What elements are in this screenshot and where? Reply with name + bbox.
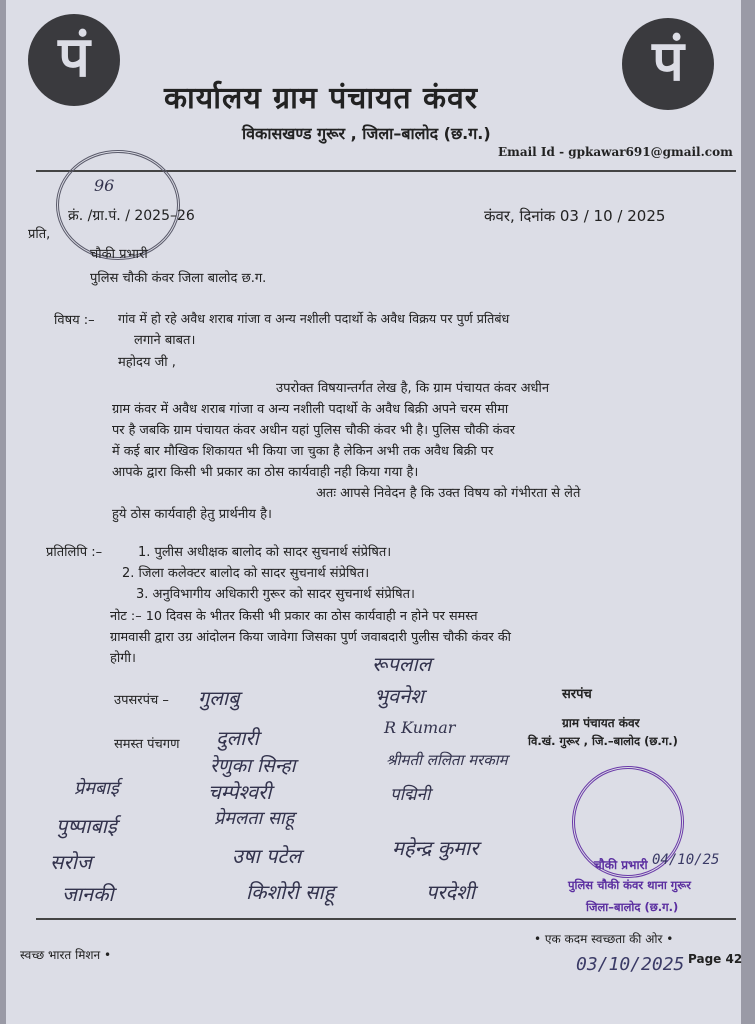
- body-line: अतः आपसे निवेदन है कि उक्त विषय को गंभीरता से लेते: [316, 486, 581, 501]
- logo-letter: पं: [652, 29, 684, 94]
- signature: R Kumar: [384, 718, 456, 737]
- footer-date-hand: 03/10/2025: [576, 954, 685, 975]
- upsarpanch-label: उपसरपंच –: [114, 693, 169, 708]
- police-stamp-title: चौकी प्रभारी: [594, 858, 648, 872]
- recipient-line2: पुलिस चौकी कंवर जिला बालोद छ.ग.: [90, 271, 267, 286]
- signature: रूपलाल: [372, 652, 432, 676]
- body-line: हुये ठोस कार्यवाही हेतु प्रार्थनीय है।: [112, 507, 272, 522]
- sarpanch-place: वि.खं. गुरूर , जि.–बालोद (छ.ग.): [528, 734, 678, 748]
- salutation: महोदय जी ,: [118, 355, 176, 370]
- signature: महेन्द्र कुमार: [392, 836, 479, 860]
- body-line: ग्राम कंवर में अवैध शराब गांजा व अन्य नशीली पदार्थो के अवैध बिक्री अपने चरम सीमा: [112, 402, 509, 417]
- prati-label: प्रति,: [28, 227, 51, 242]
- subject-label: विषय :–: [54, 313, 95, 328]
- copies-label: प्रतिलिपि :–: [46, 545, 103, 560]
- body-line: पर है जबकि ग्राम पंचायत कंवर अधीन यहां पुलिस चौकी कंवर भी है। पुलिस चौकी कंवर: [112, 423, 515, 438]
- note-line1: नोट :– 10 दिवस के भीतर किसी भी प्रकार का ठोस कार्यवाही न होने पर समस्त: [110, 609, 478, 624]
- received-date-hand: 04/10/25: [652, 852, 720, 868]
- sarpanch-label: सरपंच: [562, 687, 592, 702]
- ref-number: क्रं. /ग्रा.पं. / 2025–26: [68, 208, 195, 224]
- body-line: आपके द्वारा किसी भी प्रकार का ठोस कार्यवाही नही किया गया है।: [112, 465, 419, 480]
- signature: चम्पेश्वरी: [208, 780, 272, 804]
- copy-item: 3. अनुविभागीय अधिकारी गुरूर को सादर सुचनार्थ संप्रेषित।: [136, 587, 415, 602]
- signature: पद्मिनी: [390, 785, 431, 805]
- inward-number-hand: 96: [94, 176, 115, 195]
- body-line: में कई बार मौखिक शिकायत भी किया जा चुका है लेकिन अभी तक अवैध बिक्री पर: [112, 444, 494, 459]
- footer-right: • एक कदम स्वच्छता की ओर •: [534, 932, 674, 946]
- signature: उषा पटेल: [232, 844, 302, 868]
- signature: परदेशी: [426, 880, 475, 904]
- police-stamp-line2: जिला–बालोद (छ.ग.): [586, 900, 679, 914]
- police-stamp-line1: पुलिस चौकी कंवर थाना गुरूर: [568, 878, 691, 892]
- panchayat-logo-left: [28, 14, 120, 106]
- body-line: उपरोक्त विषयान्तर्गत लेख है, कि ग्राम पंचायत कंवर अधीन: [276, 381, 550, 396]
- office-email: Email Id - gpkawar691@gmail.com: [498, 145, 733, 159]
- signature: पुष्पाबाई: [56, 814, 117, 838]
- logo-letter: पं: [58, 25, 90, 90]
- page-number: Page 42: [688, 952, 743, 966]
- office-subtitle: विकासखण्ड गुरूर , जिला–बालोद (छ.ग.): [242, 124, 491, 143]
- signature: गुलाबु: [198, 686, 240, 710]
- signature: किशोरी साहू: [246, 880, 335, 904]
- subject-line2: लगाने बाबत।: [134, 333, 196, 348]
- office-title: कार्यालय ग्राम पंचायत कंवर: [164, 81, 479, 116]
- panchgan-label: समस्त पंचगण: [114, 737, 180, 752]
- signature: जानकी: [62, 882, 114, 906]
- footer-rule: [36, 918, 736, 920]
- recipient-line1: चौकी प्रभारी: [90, 247, 148, 262]
- letter-date: कंवर, दिनांक 03 / 10 / 2025: [484, 207, 666, 225]
- subject-line1: गांव में हो रहे अवैध शराब गांजा व अन्य नशीली पदार्थो के अवैध विक्रय पर पुर्ण प्रतिबंध: [118, 311, 510, 326]
- signature: प्रेमबाई: [74, 778, 119, 799]
- letter-page: [6, 0, 741, 1024]
- signature: सरोज: [50, 850, 92, 874]
- signature: रेणुका सिन्हा: [210, 755, 296, 777]
- copy-item: 1. पुलीस अधीक्षक बालोद को सादर सुचनार्थ संप्रेषित।: [138, 545, 392, 560]
- footer-left: स्वच्छ भारत मिशन •: [20, 948, 112, 962]
- sarpanch-office: ग्राम पंचायत कंवर: [562, 716, 640, 730]
- signature: प्रेमलता साहू: [214, 808, 295, 829]
- note-line2: ग्रामवासी द्वारा उग्र आंदोलन किया जावेगा जिसका पुर्ण जवाबदारी पुलीस चौकी कंवर की: [110, 630, 511, 645]
- panchayat-logo-right: [622, 18, 714, 110]
- note-line3: होगी।: [110, 651, 136, 666]
- signature: श्रीमती ललिता मरकाम: [386, 751, 508, 769]
- signature: भुवनेश: [374, 684, 424, 708]
- signature: दुलारी: [216, 726, 259, 750]
- copy-item: 2. जिला कलेक्टर बालोद को सादर सुचनार्थ संप्रेषित।: [122, 566, 370, 581]
